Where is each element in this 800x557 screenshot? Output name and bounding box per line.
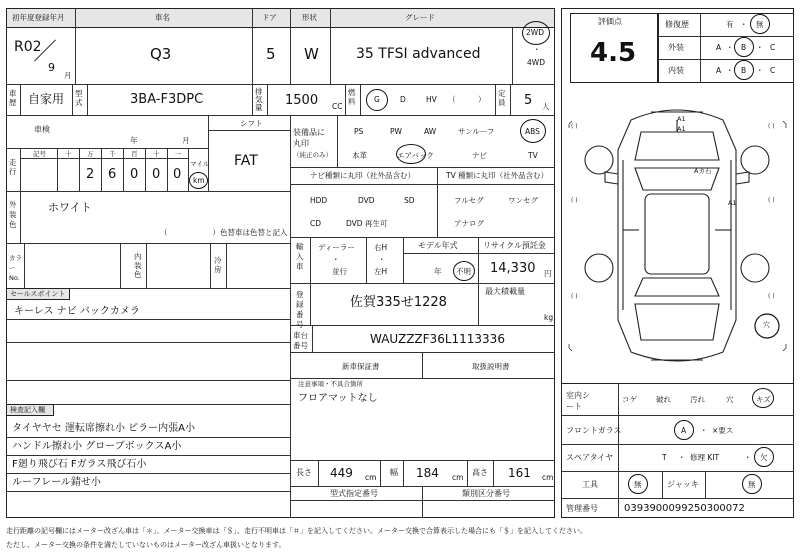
type-no-label: 型式指定番号 (330, 489, 378, 498)
drive-2wd: 2WD (526, 28, 544, 37)
inspector-line-2: ハンドル擦れ小 グローブボックスA小 (12, 441, 182, 452)
tv-header: TV 種類に丸印（社外品含む） (446, 171, 549, 180)
import-right-h: 右H (374, 243, 388, 252)
svg-text:( ): ( ) (571, 197, 578, 204)
interior-dot1: ・ (726, 66, 734, 75)
spare-dot1: ・ (678, 453, 686, 462)
seat-hole: 穴 (726, 395, 734, 404)
grade: 35 TFSI advanced (356, 46, 481, 62)
mgmt-label: 管理番号 (566, 504, 598, 513)
spare-missing: 欠 (760, 453, 768, 462)
grade-label: グレード (405, 13, 435, 22)
repair-dot: ・ (740, 20, 748, 29)
svg-text:( ): ( ) (768, 293, 775, 300)
class-no-label: 類別区分番号 (462, 489, 510, 498)
fuel-hv: HV (426, 95, 437, 104)
car-name-label: 車名 (155, 13, 170, 22)
svg-text:( ): ( ) (571, 293, 578, 300)
digit-label-ichi: 一 (175, 150, 182, 158)
navi-sd: SD (404, 196, 415, 205)
equip-navi: ナビ (472, 151, 487, 160)
inspector-label: 検査記入欄 (10, 406, 45, 414)
mileage-label: 走行 (9, 158, 17, 176)
inspector-line-4: ルーフレール錆せ小 (12, 477, 101, 488)
shift-label: シフト (240, 119, 263, 128)
mileage-digit-4: 0 (152, 167, 161, 182)
body-shape: W (304, 45, 319, 63)
displacement-label: 排気量 (255, 87, 263, 112)
first-reg-month-unit: 月 (64, 71, 72, 80)
interior-a: A (716, 66, 722, 75)
repair-label: 修復歴 (665, 20, 689, 29)
seat-burn: コゲ (622, 395, 637, 404)
displacement-value: 1500 (285, 93, 319, 108)
height-label: 高さ (472, 468, 488, 477)
height-unit: cm (542, 473, 554, 482)
cc-label: CC (332, 102, 343, 111)
model-year-label: モデル年式 (418, 241, 458, 250)
tools-value: 無 (634, 480, 642, 489)
damage-mark-windshield: Aカ石 (694, 167, 712, 175)
damage-mark-hood-2: A1 (677, 125, 686, 133)
tv-oneseg: ワンセグ (508, 196, 538, 205)
door-count: 5 (266, 45, 276, 63)
recycle-value: 14,330 (490, 261, 536, 276)
mileage-digit-1: 2 (86, 167, 95, 182)
color-no-label: カラーNo. (9, 254, 22, 282)
model-year-unknown: 不明 (456, 267, 471, 276)
mgmt-value: 0393900099250300072 (624, 503, 745, 514)
color-note: （ ）色替車は色替と記入 (160, 228, 288, 237)
shift-value: FAT (234, 153, 258, 169)
svg-text:( ): ( ) (571, 123, 578, 130)
car-diagram (561, 90, 794, 380)
spare-dot2: ・ (744, 453, 752, 462)
equip-aw: AW (424, 127, 437, 136)
shaken-month: 月 (182, 136, 190, 145)
width-unit: cm (452, 473, 464, 482)
fuel-g: G (374, 95, 380, 104)
length-value: 449 (330, 466, 353, 480)
spare-kit: 修理 KIT (690, 453, 720, 462)
mileage-digit-5: 0 (173, 167, 182, 182)
fuel-paren-close: ） (478, 95, 486, 104)
capacity-label: 定員 (498, 89, 506, 107)
exterior-c: C (770, 43, 776, 52)
inspector-line-3: F廻り飛び石 Fガラス飛び石小 (12, 459, 147, 470)
plate-label: 登録番 (296, 290, 304, 319)
spare-label: スペアタイヤ (566, 453, 614, 462)
sales-points-text: キーレス ナビ バックカメラ (14, 306, 140, 317)
color-label: 外装色 (9, 200, 17, 229)
repair-none: 無 (756, 20, 764, 29)
first-reg-era: R02 (14, 39, 42, 55)
header-row (6, 8, 555, 28)
score-label: 評価点 (598, 17, 622, 26)
interior-b: B (741, 66, 747, 75)
equip-pw: PW (390, 127, 402, 136)
navi-dvd: DVD (358, 196, 375, 205)
mileage-digit-3: 0 (130, 167, 139, 182)
door-label: ドア (262, 13, 277, 22)
interior-color-label: 内装色 (134, 252, 142, 279)
seat-dirt: 汚れ (690, 395, 705, 404)
tv-analog: アナログ (454, 219, 484, 228)
import-parallel: 並行 (332, 267, 347, 276)
max-load-label: 最大積載量 (485, 287, 525, 296)
model-label: 型式 (75, 89, 83, 107)
digit-label-juu: 十 (153, 150, 160, 158)
digit-label-10man: 十 (65, 150, 72, 158)
glass-dot: ・ (700, 426, 708, 435)
import-left-h: 左H (374, 267, 388, 276)
exterior-dot2: ・ (756, 43, 764, 52)
equip-tv: TV (528, 151, 538, 160)
inspector-line-1: タイヤヤセ 運転席擦れ小 ピラー内張A小 (12, 423, 195, 434)
drive-4wd: 4WD (527, 58, 545, 67)
vin-label: 車台番号 (293, 331, 308, 350)
equipment-label: 装備品に 丸印 （純正のみ） (293, 128, 332, 159)
navi-cd: CD (310, 219, 322, 228)
plate-value: 佐賀335せ1228 (350, 295, 447, 310)
fuel-label: 燃料 (348, 88, 356, 106)
digit-label-hyaku: 百 (131, 150, 138, 158)
interior-c: C (770, 66, 776, 75)
exterior-a: A (716, 43, 722, 52)
color-value: ホワイト (48, 201, 92, 214)
jack-value: 無 (748, 480, 756, 489)
sales-points-label: セールスポイント (10, 290, 66, 298)
notes-label: 注意事項・不具合箇所 (298, 380, 363, 388)
digit-label-sen: 千 (109, 150, 116, 158)
model-year-year: 年 (434, 267, 442, 276)
vin-value: WAUZZZF36L1113336 (370, 332, 505, 346)
shape-label: 形状 (302, 13, 317, 22)
import-dot: ・ (332, 255, 340, 264)
mileage-digit-2: 6 (108, 167, 117, 182)
footer-line-1: 走行距離の記号欄にはメーター改ざん車は「＊」、メーター交換車は「＄」、走行不明車は「＃」を記入してください。メーター交換で合算表示した場合にも「＄」を記入してください。 (6, 527, 587, 535)
shaken-label: 車検 (34, 125, 50, 134)
equip-airbag: エアバック (397, 151, 434, 160)
first-reg-label: 初年度登録年月 (12, 13, 65, 22)
manual-label: 取扱説明書 (472, 362, 510, 371)
length-unit: cm (365, 473, 377, 482)
exterior-b: B (741, 43, 747, 52)
equip-abs: ABS (525, 127, 540, 136)
drive-dot: ・ (533, 45, 541, 54)
spare-t: T (662, 453, 667, 462)
glass-label: フロントガラス (566, 426, 622, 435)
repair-yes: 有 (726, 20, 734, 29)
use-label: 車歴 (9, 89, 17, 107)
digit-label-man: 万 (87, 150, 94, 158)
damage-mark-hood-1: A1 (677, 115, 686, 123)
jack-label: ジャッキ (667, 480, 699, 489)
interior-dot2: ・ (756, 66, 764, 75)
seat-tear: 破れ (656, 395, 671, 404)
car-name: Q3 (150, 45, 172, 63)
fuel-d: D (400, 95, 406, 104)
svg-text:( ): ( ) (768, 197, 775, 204)
equip-leather: 本革 (352, 151, 367, 160)
mile-label: マイル (190, 160, 210, 168)
footer-line-2: ただし、メーター交換の条件を満たしていないものはメーター改ざん車扱いとなります。 (6, 541, 286, 549)
digit-label-kigou: 記号 (33, 150, 46, 158)
damage-mark-side: A1 (728, 199, 737, 207)
equip-ps: PS (354, 127, 364, 136)
capacity-value: 5 (524, 93, 533, 108)
glass-replace: ×要ス (712, 426, 734, 435)
seat-scratch: キズ (756, 395, 771, 404)
import-dot-2: ・ (378, 255, 386, 264)
navi-header: ナビ種類に丸印（社外品含む） (310, 171, 415, 180)
shaken-year: 年 (130, 136, 138, 145)
recycle-label: リサイクル預託金 (483, 241, 546, 250)
interior-label: 内装 (668, 66, 684, 75)
capacity-unit: 人 (542, 102, 550, 111)
length-label: 長さ (296, 468, 312, 477)
seat-label: 室内シート (566, 391, 590, 411)
ac-label: 冷房 (214, 256, 222, 274)
svg-text:( ): ( ) (768, 123, 775, 130)
exterior-label: 外装 (668, 43, 684, 52)
notes-value: フロアマットなし (298, 393, 378, 404)
max-load-unit: kg (544, 313, 554, 322)
width-label: 幅 (390, 468, 398, 477)
import-dealer: ディーラー (318, 243, 355, 252)
warranty-label: 新車保証書 (342, 362, 380, 371)
tv-fullseg: フルセグ (454, 196, 484, 205)
height-value: 161 (508, 466, 531, 480)
use-value: 自家用 (28, 92, 65, 106)
recycle-unit: 円 (544, 269, 552, 278)
damage-mark-hole: 穴 (763, 321, 770, 329)
equip-sunroof: サンルーフ (458, 127, 495, 136)
fuel-paren-open: （ (448, 95, 456, 104)
width-value: 184 (416, 466, 439, 480)
km-label: km (193, 176, 205, 185)
glass-a: A (681, 426, 687, 435)
navi-hdd: HDD (310, 196, 328, 205)
import-label: 輸入車 (296, 242, 304, 271)
tools-label: 工具 (582, 480, 598, 489)
model-value: 3BA-F3DPC (130, 92, 204, 107)
navi-dvd-play: DVD 再生可 (346, 219, 388, 228)
first-reg-month: 9 (48, 61, 55, 74)
score-value: 4.5 (590, 38, 637, 68)
exterior-dot1: ・ (726, 43, 734, 52)
